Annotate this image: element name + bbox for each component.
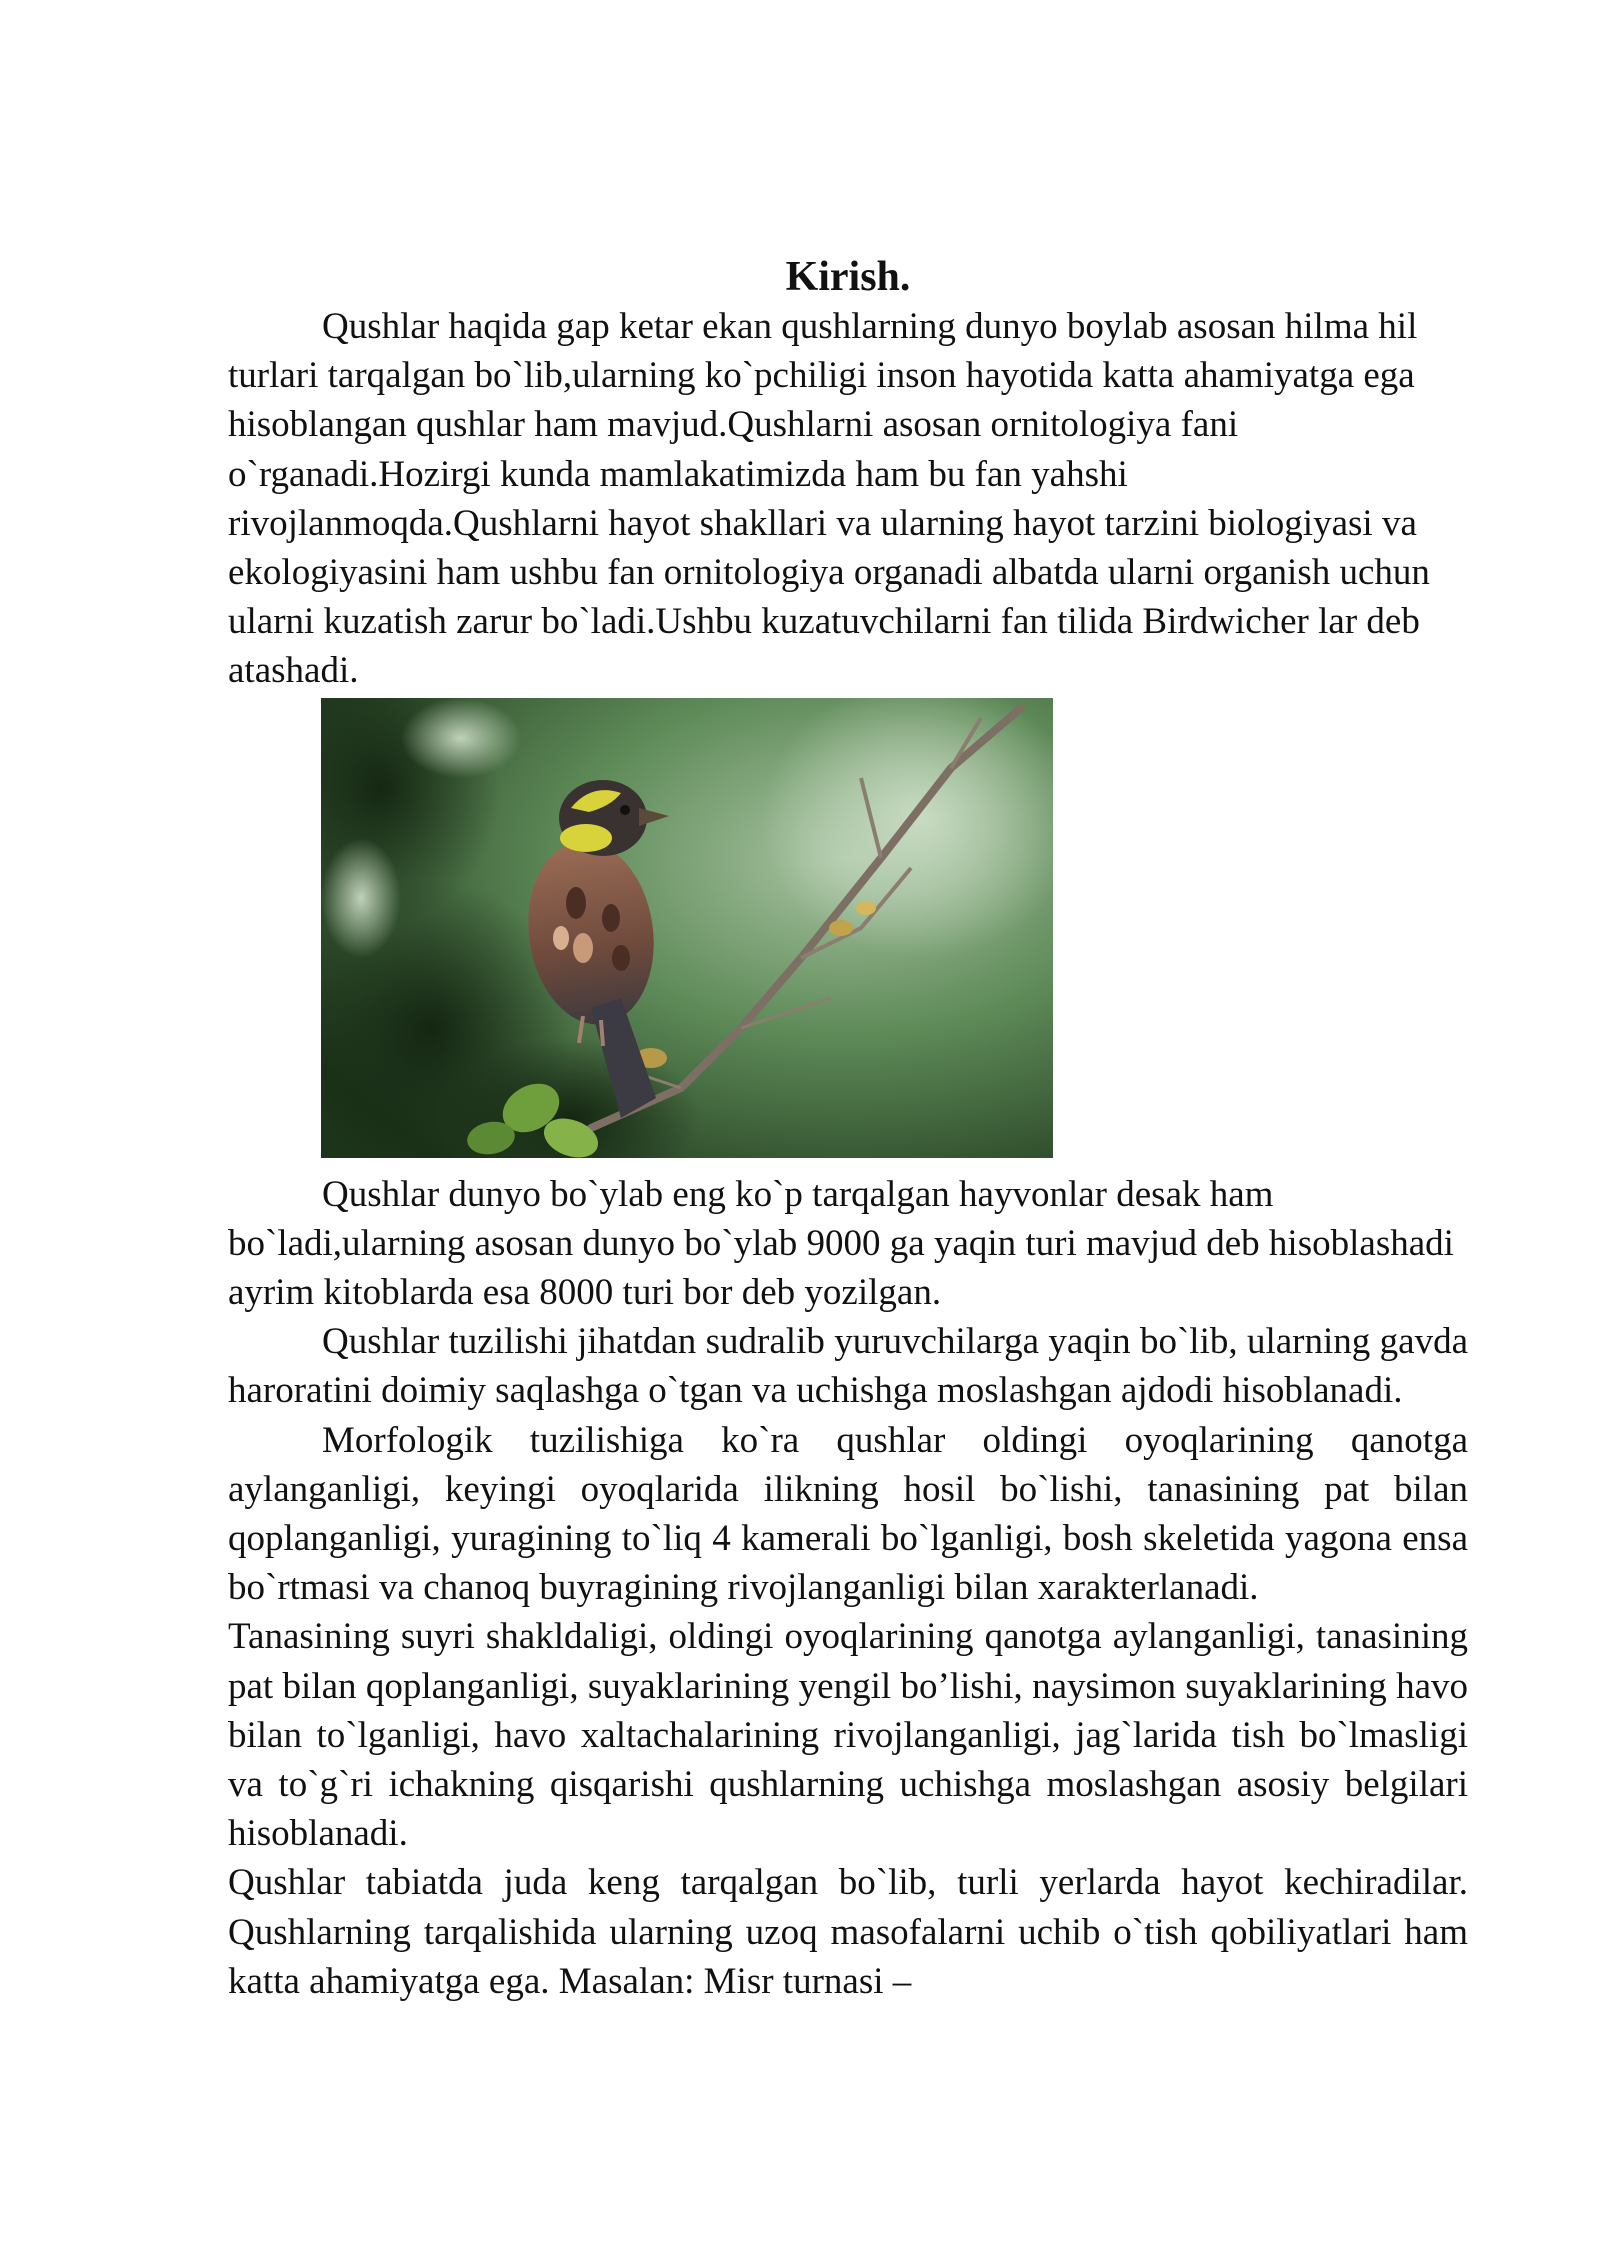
bird-photo <box>321 698 1053 1158</box>
body-paragraph: Morfologik tuzilishiga ko`ra qushlar oldingi oyoqlarining qanotga aylanganligi, keyingi oyoqlarida ilikning hosil bo`lishi, tanasining pat bilan qoplanganligi, yuragining to`liq 4 kamerali bo`lganligi, bosh skeletida yagona ensa bo`rtmasi va chanoq buyragining rivojlanganligi bilan xarakterlanadi. <box>228 1419 1468 1609</box>
document-page <box>228 252 1468 2006</box>
intro-paragraph: Qushlar haqida gap ketar ekan qushlarning dunyo boylab asosan hilma hil turlari tarqalgan bo`lib,ularning ko`pchiligi inson hayotida katta ahamiyatga ega hisoblangan qushlar ham mavjud.Qushlarni asosan ornitologiya fani o`rganadi.Hozirgi kunda mamlakatimizda ham bu fan yahshi rivojlanmoqda.Qushlarni hayot shakllari va ularning hayot tarzini biologiyasi va ekologiyasini ham ushbu fan ornitologiya organadi albatda ularni organish uchun ularni kuzatish zarur bo`ladi.Ushbu kuzatuvchilarni fan tilida Birdwicher lar deb atashadi. <box>228 306 1430 692</box>
body-paragraph: Qushlar dunyo bo`ylab eng ko`p tarqalgan hayvonlar desak ham bo`ladi,ularning asosan dunyo bo`ylab 9000 ga yaqin turi mavjud deb hisoblashadi ayrim kitoblarda esa 8000 turi bor deb yozilgan. <box>228 1173 1454 1314</box>
body-paragraph: Tanasining suyri shakldaligi, oldingi oyoqlarining qanotga aylanganligi, tanasining pat bilan qoplanganligi, suyaklarining yengil bo’lishi, naysimon suyaklarining havo bilan to`lganligi, havo xaltachalarining rivojlanganligi, jag`larida tish bo`lmasligi va to`g`ri ichakning qisqarishi qushlarning uchishga moslashgan asosiy belgilari hisoblanadi. <box>228 1616 1468 1855</box>
body-paragraph: Qushlar tabiatda juda keng tarqalgan bo`lib, turli yerlarda hayot kechiradilar. Qushlarning tarqalishida ularning uzoq masofalarni uchib o`tish qobiliyatlari ham katta ahamiyatga ega. Masalan: Misr turnasi – <box>228 1862 1468 2002</box>
body-paragraph: Qushlar tuzilishi jihatdan sudralib yuruvchilarga yaqin bo`lib, ularning gavda haroratini doimiy saqlashga o`tgan va uchishga moslashgan ajdodi hisoblanadi. <box>228 1321 1468 1412</box>
bird-photo-icon <box>321 698 1053 1158</box>
page-title: Kirish. <box>785 254 911 300</box>
